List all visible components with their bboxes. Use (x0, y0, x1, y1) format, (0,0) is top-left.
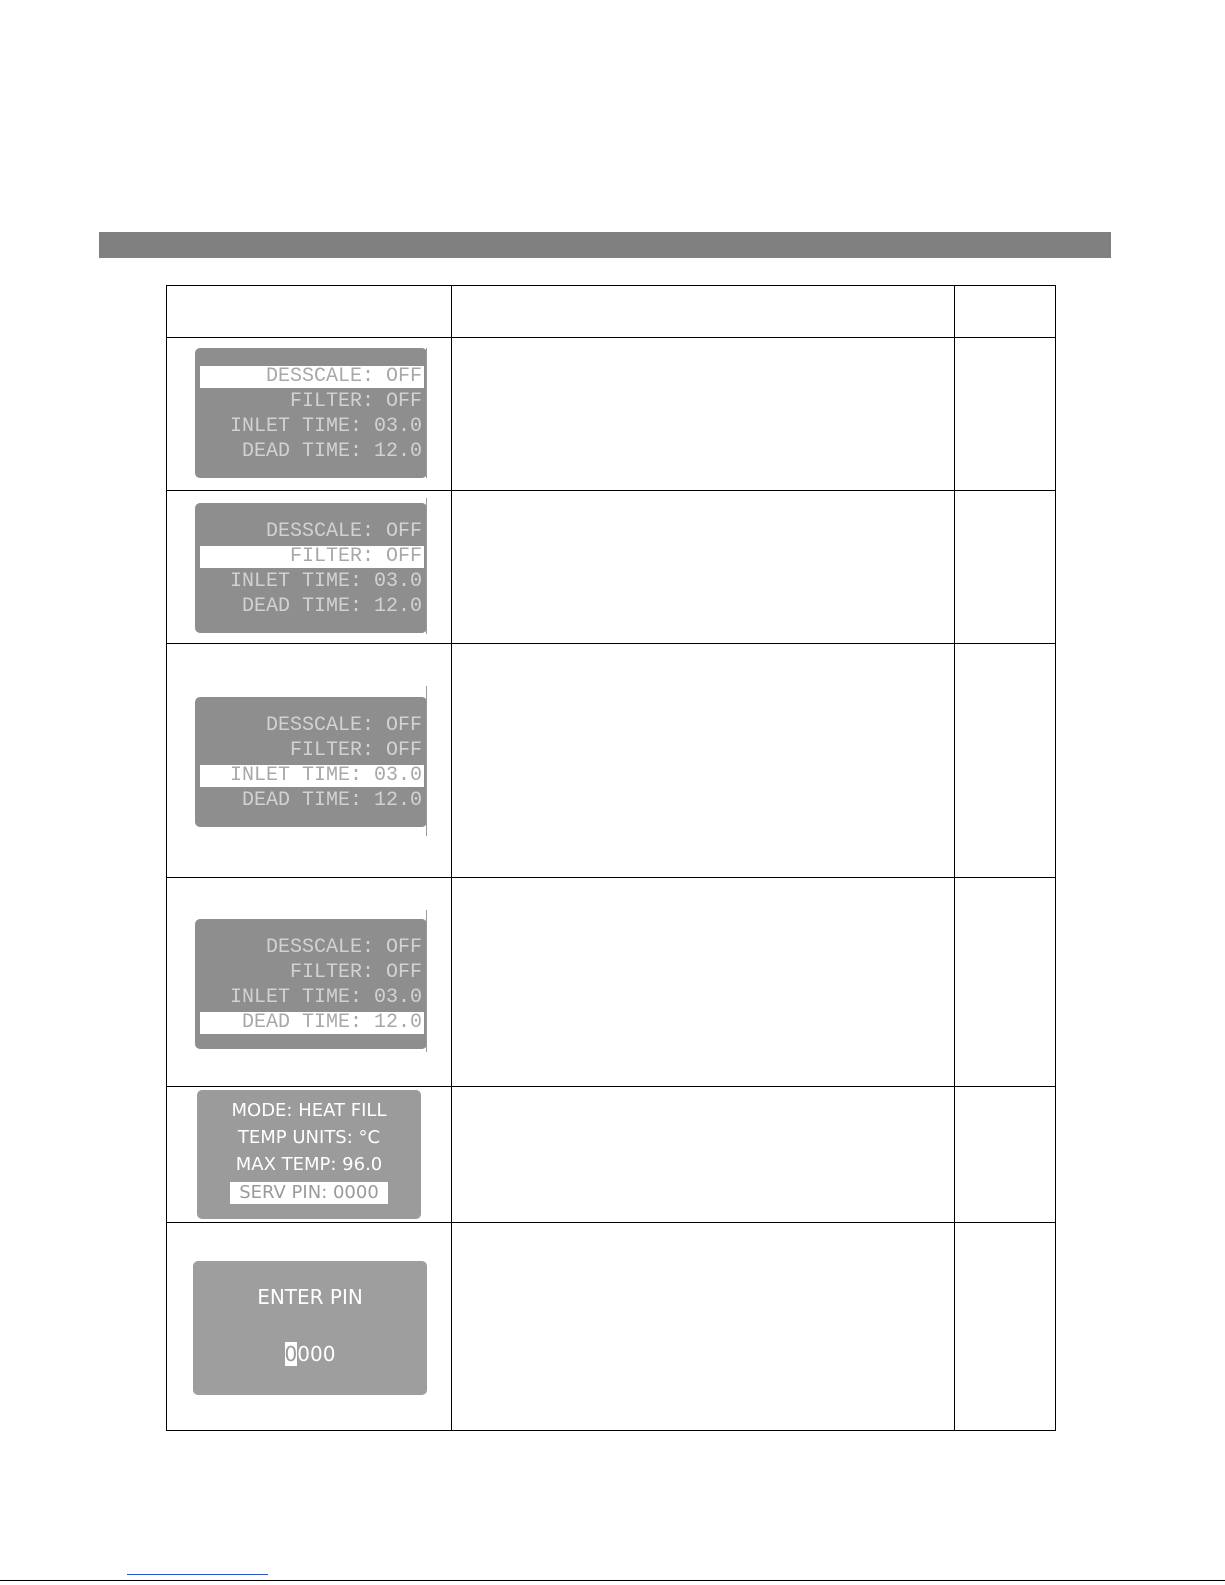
lcd-screen-desscale-selected (195, 348, 427, 478)
menu-line-filter: FILTER: OFF (289, 961, 422, 984)
lcd-screen-filter-selected (195, 503, 427, 633)
menu-line-desscale: DESSCALE: OFF (265, 936, 422, 959)
pin-cursor-digit: 0 (284, 1342, 298, 1366)
menu-line-inlet-time: INLET TIME: 03.0 (200, 765, 424, 787)
menu-line-desscale: DESSCALE: OFF (200, 366, 424, 388)
menu-line-dead-time: DEAD TIME: 12.0 (241, 595, 422, 618)
menu-line-dead-time: DEAD TIME: 12.0 (200, 1012, 424, 1034)
lcd-screen-enter-pin (193, 1261, 427, 1395)
footer-link-underline (127, 1574, 268, 1575)
footer-rule (0, 1580, 1225, 1581)
menu-line-temp-units: TEMP UNITS: °C (237, 1127, 381, 1148)
menu-line-filter: FILTER: OFF (200, 546, 424, 568)
lcd-screen-inlet-time-selected (195, 697, 427, 827)
menu-line-mode: MODE: HEAT FILL (231, 1100, 387, 1121)
menu-line-filter: FILTER: OFF (289, 739, 422, 762)
menu-line-inlet-time: INLET TIME: 03.0 (229, 570, 422, 593)
menu-line-serv-pin: SERV PIN: 0000 (230, 1182, 388, 1204)
section-header-bar (99, 232, 1111, 258)
lcd-screen-serv-pin-selected (197, 1090, 421, 1219)
enter-pin-title: ENTER PIN (257, 1285, 363, 1309)
menu-line-filter: FILTER: OFF (289, 390, 422, 413)
menu-line-dead-time: DEAD TIME: 12.0 (241, 440, 422, 463)
menu-line-inlet-time: INLET TIME: 03.0 (229, 415, 422, 438)
menu-line-inlet-time: INLET TIME: 03.0 (229, 986, 422, 1009)
menu-line-desscale: DESSCALE: OFF (265, 714, 422, 737)
lcd-screen-dead-time-selected (195, 919, 427, 1049)
pin-remaining-digits: 000 (297, 1342, 336, 1366)
menu-line-desscale: DESSCALE: OFF (265, 520, 422, 543)
pin-digits (193, 1342, 427, 1366)
menu-line-dead-time: DEAD TIME: 12.0 (241, 789, 422, 812)
menu-line-max-temp: MAX TEMP: 96.0 (235, 1154, 383, 1175)
